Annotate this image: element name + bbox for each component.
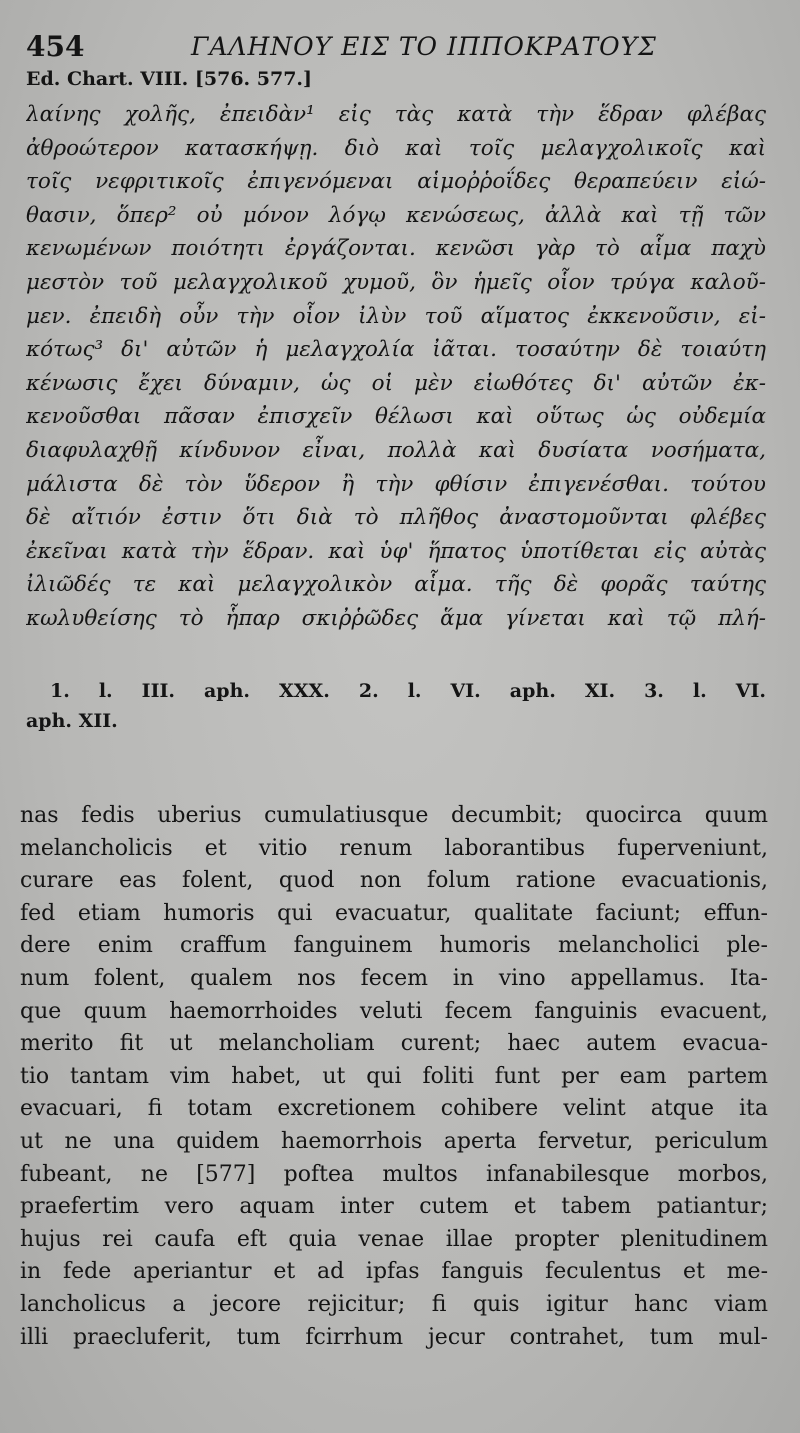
latin-line: nas fedis uberius cumulatiusque decumbit; quocirca quum [20,803,768,828]
greek-text-block [26,98,766,636]
greek-line: ἐκεῖναι κατὰ τὴν ἕδραν. καὶ ὑφ' ἥπατος ὑποτίθεται εἰς αὐτὰς [26,538,766,564]
latin-line: num folent, qualem nos fecem in vino appellamus. Ita- [20,965,768,991]
latin-line: fed etiam humoris qui evacuatur, qualitate faciunt; effun- [20,900,768,926]
greek-line: μεν. ἐπειδὴ οὖν τὴν οἷον ἰλὺν τοῦ αἵματος ἐκκενοῦσιν, εἰ- [26,303,766,329]
latin-line: que quum haemorrhoides veluti fecem fanguinis evacuent, [20,998,768,1024]
latin-line: illi praecluferit, tum fcirrhum jecur contrahet, tum mul- [20,1324,768,1350]
greek-line: θασιν, ὅπερ² οὐ μόνον λόγῳ κενώσεως, ἀλλὰ καὶ τῇ τῶν [26,202,766,228]
latin-line: in fede aperiantur et ad ipfas fanguis feculentus et me- [20,1259,768,1285]
footnote-line: aph. XII. [26,710,118,732]
latin-line: dere enim craffum fanguinem humoris melancholici ple- [20,933,768,959]
latin-line: evacuari, fi totam excretionem cohibere velint atque ita [20,1096,768,1122]
greek-line: μεστὸν τοῦ μελαγχολικοῦ χυμοῦ, ὃν ἡμεῖς οἷον τρύγα καλοῦ- [26,269,766,295]
greek-line: ἰλιῶδές τε καὶ μελαγχολικὸν αἷμα. τῆς δὲ φορᾶς ταύτης [26,572,766,598]
greek-line: κενοῦσθαι πᾶσαν ἐπισχεῖν θέλωσι καὶ οὕτως ὡς οὐδεμία [26,404,766,430]
latin-line: tio tantam vim habet, ut qui foliti funt per eam partem [20,1063,768,1089]
latin-line: ut ne una quidem haemorrhois aperta fervetur, periculum [20,1128,768,1154]
greek-line: μάλιστα δὲ τὸν ὕδερον ἢ τὴν φθίσιν ἐπιγενέσθαι. τούτου [26,471,766,497]
footnotes [26,676,766,736]
greek-line: τοῖς νεφριτικοῖς ἐπιγενόμεναι αἱμοῤῥοΐδες θεραπεύειν εἰώ- [26,169,766,195]
greek-line: κενωμένων ποιότητι ἐργάζονται. κενῶσι γὰρ τὸ αἷμα παχὺ [26,236,766,262]
greek-line: κότως³ δι' αὐτῶν ἡ μελαγχολία ἰᾶται. τοσαύτην δὲ τοιαύτη [26,337,766,363]
footnote-line: 1. l. III. aph. XXX. 2. l. VI. aph. XI. 3. l. VI. [50,680,766,702]
greek-line: ἀθροώτερον κατασκήψῃ. διὸ καὶ τοῖς μελαγχολικοῖς καὶ [26,135,766,161]
running-head: ΓΑΛΗΝΟΥ ΕΙΣ ΤΟ ΙΠΠΟΚΡΑΤΟΥΣ [191,32,657,61]
greek-line: διαφυλαχθῇ κίνδυνον εἶναι, πολλὰ καὶ δυσίατα νοσήματα, [26,437,766,463]
greek-line: δὲ αἴτιόν ἐστιν ὅτι διὰ τὸ πλῆθος ἀναστομοῦνται φλέβες [26,505,766,531]
latin-line: praefertim vero aquam inter cutem et tabem patiantur; [20,1194,768,1220]
greek-line: λαίνης χολῆς, ἐπειδὰν¹ εἰς τὰς κατὰ τὴν ἕδραν φλέβας [26,102,766,127]
latin-line: melancholicis et vitio renum laborantibus fuperveniunt, [20,835,768,861]
page-header [26,30,776,70]
greek-line: κωλυθείσης τὸ ἧπαρ σκιῤῥῶδες ἅμα γίνεται καὶ τῷ πλή- [26,605,766,631]
latin-text-block [20,800,768,1354]
latin-line: curare eas folent, quod non folum ratione evacuationis, [20,868,768,894]
latin-line: lancholicus a jecore rejicitur; fi quis igitur hanc viam [20,1291,768,1317]
edition-reference: Ed. Chart. VIII. [576. 577.] [26,68,313,90]
latin-line: merito fit ut melancholiam curent; haec autem evacua- [20,1031,768,1057]
latin-line: fubeant, ne [577] poftea multos infanabilesque morbos, [20,1161,768,1187]
latin-line: hujus rei caufa eft quia venae illae propter plenitudinem [20,1226,768,1252]
page-number: 454 [26,30,85,63]
greek-line: κένωσις ἔχει δύναμιν, ὡς οἱ μὲν εἰωθότες δι' αὐτῶν ἐκ- [26,370,766,396]
